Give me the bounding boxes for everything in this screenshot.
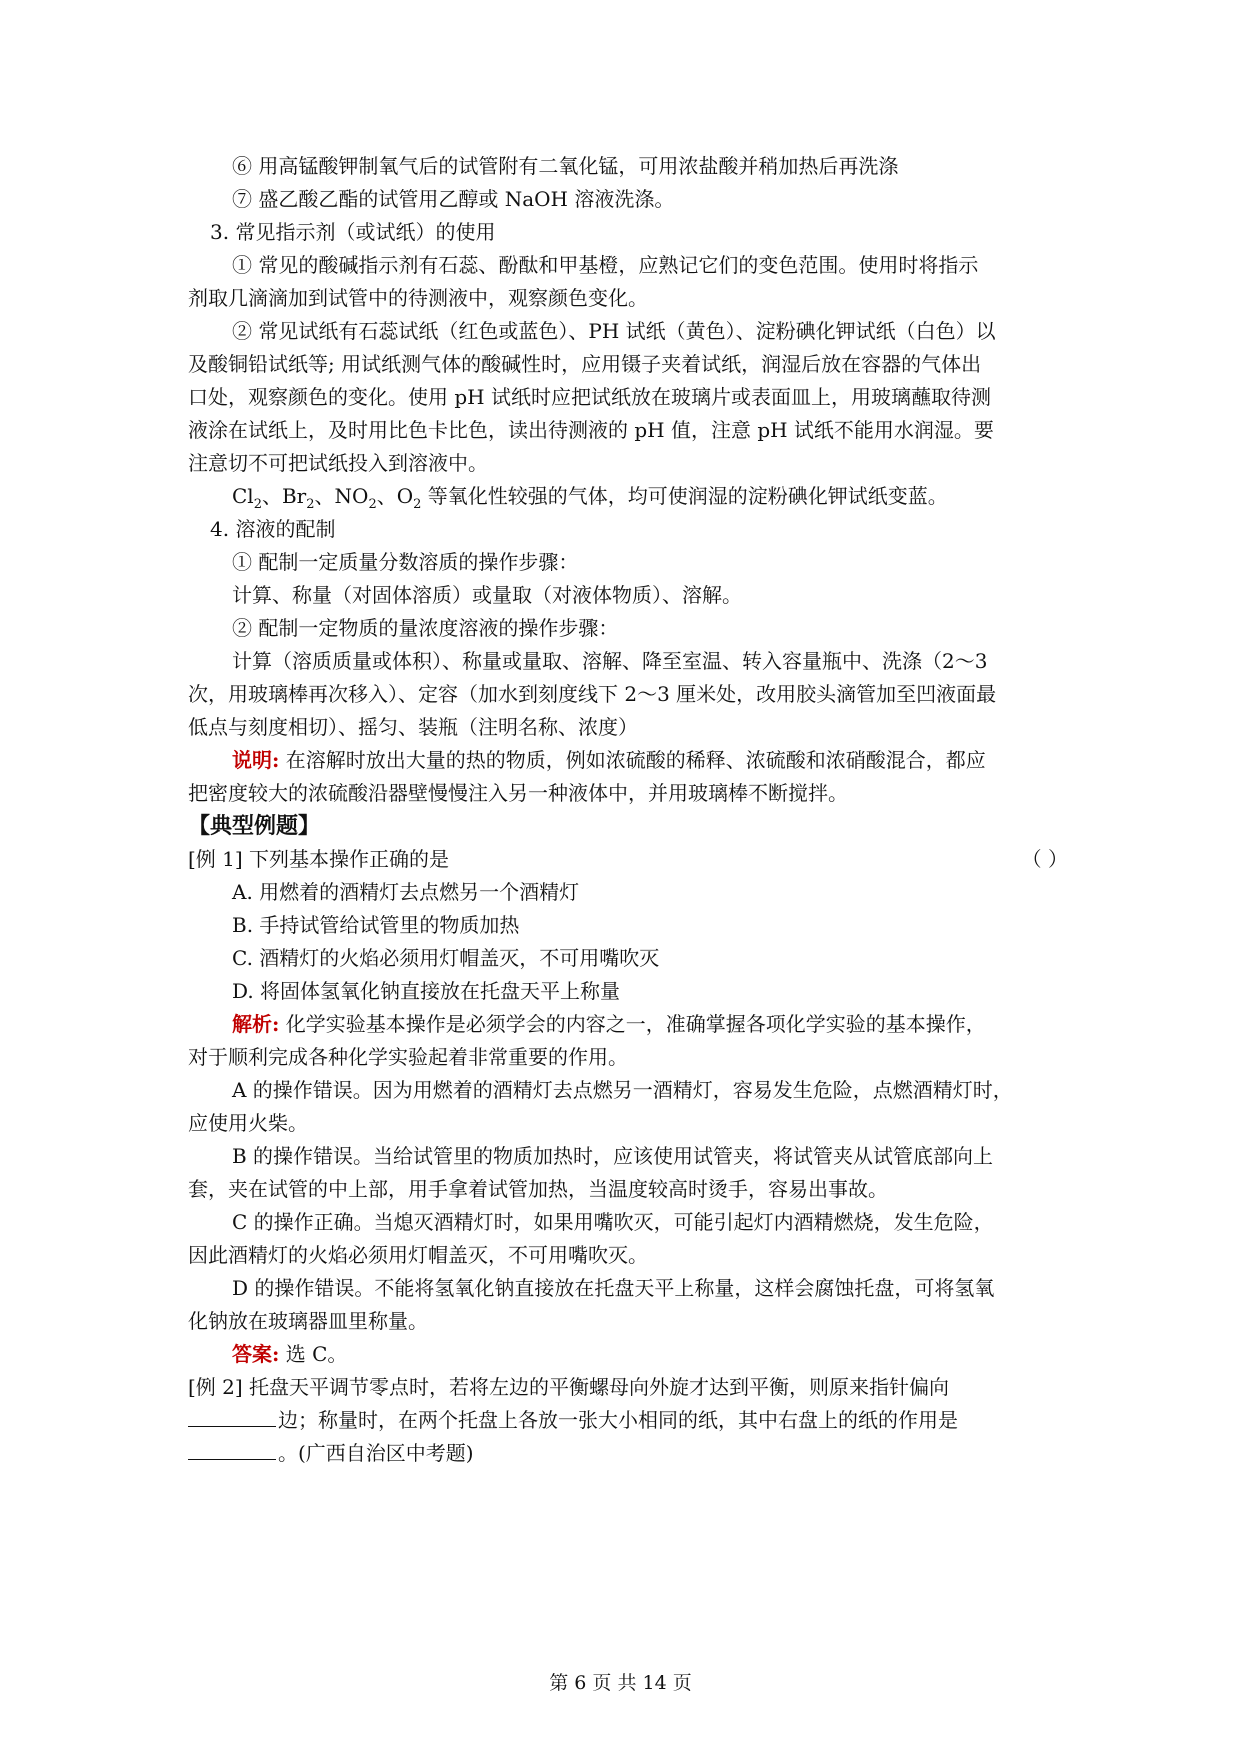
- text-line: 次，用玻璃棒再次移入）、定容（加水到刻度线下 2～3 厘米处，改用胶头滴管加至凹液面最: [188, 682, 997, 706]
- text-segment: 边；称量时，在两个托盘上各放一张大小相同的纸，其中右盘上的纸的作用是: [278, 1408, 958, 1432]
- text-line: 化钠放在玻璃器皿里称量。: [188, 1309, 428, 1333]
- text-line: 口处，观察颜色的变化。使用 pH 试纸时应把试纸放在玻璃片或表面皿上，用玻璃蘸取待测: [188, 385, 991, 409]
- text-line: ② 常见试纸有石蕊试纸（红色或蓝色）、PH 试纸（黄色）、淀粉碘化钾试纸（白色）以: [232, 319, 996, 343]
- text-line: ① 配制一定质量分数溶质的操作步骤：: [232, 550, 579, 574]
- answer-parenthesis: （ ）: [1021, 847, 1068, 871]
- text-line: ⑥ 用高锰酸钾制氧气后的试管附有二氧化锰，可用浓盐酸并稍加热后再洗涤: [232, 154, 899, 178]
- formula-no: 、NO: [314, 484, 369, 508]
- answer-label: 答案:: [232, 1342, 280, 1366]
- fill-blank: [188, 1439, 276, 1460]
- text-line: 及酸铜铅试纸等; 用试纸测气体的酸碱性时，应用镊子夹着试纸，润湿后放在容器的气体出: [188, 352, 982, 376]
- subscript: 2: [413, 497, 422, 512]
- note-text: 在溶解时放出大量的热的物质，例如浓硫酸的稀释、浓硫酸和浓硝酸混合，都应: [279, 748, 986, 772]
- subscript: 2: [368, 497, 377, 512]
- text-line: ② 配制一定物质的量浓度溶液的操作步骤：: [232, 616, 619, 640]
- text-line: B 的操作错误。当给试管里的物质加热时，应该使用试管夹，将试管夹从试管底部向上: [232, 1144, 994, 1168]
- section-heading: 4. 溶液的配制: [210, 517, 336, 541]
- analysis-label: 解析:: [232, 1012, 280, 1036]
- option-a: A. 用燃着的酒精灯去点燃另一个酒精灯: [232, 880, 580, 904]
- option-b: B. 手持试管给试管里的物质加热: [232, 913, 520, 937]
- section-heading: 3. 常见指示剂（或试纸）的使用: [210, 220, 496, 244]
- gas-formula-line: [188, 480, 1068, 513]
- subscript: 2: [253, 497, 262, 512]
- example-2-question: [例 2] 托盘天平调节零点时，若将左边的平衡螺母向外旋才达到平衡，则原来指针偏向: [188, 1375, 950, 1399]
- text-line: ① 常见的酸碱指示剂有石蕊、酚酞和甲基橙，应熟记它们的变色范围。使用时将指示: [232, 253, 979, 277]
- page-footer: 第 6 页 共 14 页: [549, 1672, 692, 1694]
- formula-br: 、Br: [261, 484, 307, 508]
- page-body: [188, 150, 1068, 1470]
- answer-line: [188, 1338, 1068, 1371]
- option-c: C. 酒精灯的火焰必须用灯帽盖灭，不可用嘴吹灭: [232, 946, 660, 970]
- text-line: 剂取几滴滴加到试管中的待测液中，观察颜色变化。: [188, 286, 648, 310]
- text-line: A 的操作错误。因为用燃着的酒精灯去点燃另一酒精灯，容易发生危险，点燃酒精灯时，: [232, 1078, 1013, 1102]
- text-segment: 。(广西自治区中考题): [278, 1441, 474, 1465]
- text-line: 液涂在试纸上，及时用比色卡比色，读出待测液的 pH 值，注意 pH 试纸不能用水润湿。要: [188, 418, 994, 442]
- text-line: ⑦ 盛乙酸乙酯的试管用乙醇或 NaOH 溶液洗涤。: [232, 187, 675, 211]
- note-label: 说明:: [232, 748, 280, 772]
- examples-heading: 【典型例题】: [188, 813, 321, 839]
- text-line: 因此酒精灯的火焰必须用灯帽盖灭，不可用嘴吹灭。: [188, 1243, 648, 1267]
- text-line: 计算、称量（对固体溶质）或量取（对液体物质）、溶解。: [232, 583, 742, 607]
- example-2-line: [188, 1404, 1068, 1437]
- question-text: [例 1] 下列基本操作正确的是: [188, 847, 450, 871]
- text-line: 注意切不可把试纸投入到溶液中。: [188, 451, 488, 475]
- text-rest: 等氧化性较强的气体，均可使润湿的淀粉碘化钾试纸变蓝。: [421, 484, 948, 508]
- text-line: 计算（溶质质量或体积）、称量或量取、溶解、降至室温、转入容量瓶中、洗涤（2～3: [232, 649, 988, 673]
- text-line: 把密度较大的浓硫酸沿器壁慢慢注入另一种液体中，并用玻璃棒不断搅拌。: [188, 781, 848, 805]
- analysis-text: 化学实验基本操作是必须学会的内容之一，准确掌握各项化学实验的基本操作，: [279, 1012, 986, 1036]
- text-line: 低点与刻度相切）、摇匀、装瓶（注明名称、浓度）: [188, 715, 638, 739]
- example-1-question: [188, 843, 1068, 876]
- text-line: C 的操作正确。当熄灭酒精灯时，如果用嘴吹灭，可能引起灯内酒精燃烧，发生危险，: [232, 1210, 994, 1234]
- text-line: 套，夹在试管的中上部，用手拿着试管加热，当温度较高时烫手，容易出事故。: [188, 1177, 888, 1201]
- fill-blank: [188, 1406, 276, 1427]
- example-2-line: [188, 1437, 1068, 1470]
- note-line: [188, 744, 1068, 777]
- option-d: D. 将固体氢氧化钠直接放在托盘天平上称量: [232, 979, 621, 1003]
- subscript: 2: [306, 497, 315, 512]
- text-line: 对于顺利完成各种化学实验起着非常重要的作用。: [188, 1045, 628, 1069]
- analysis-line: [188, 1008, 1068, 1041]
- answer-text: 选 C。: [279, 1342, 348, 1366]
- formula-cl: Cl: [232, 484, 254, 508]
- formula-o: 、O: [376, 484, 414, 508]
- text-line: 应使用火柴。: [188, 1111, 308, 1135]
- text-line: D 的操作错误。不能将氢氧化钠直接放在托盘天平上称量，这样会腐蚀托盘，可将氢氧: [232, 1276, 995, 1300]
